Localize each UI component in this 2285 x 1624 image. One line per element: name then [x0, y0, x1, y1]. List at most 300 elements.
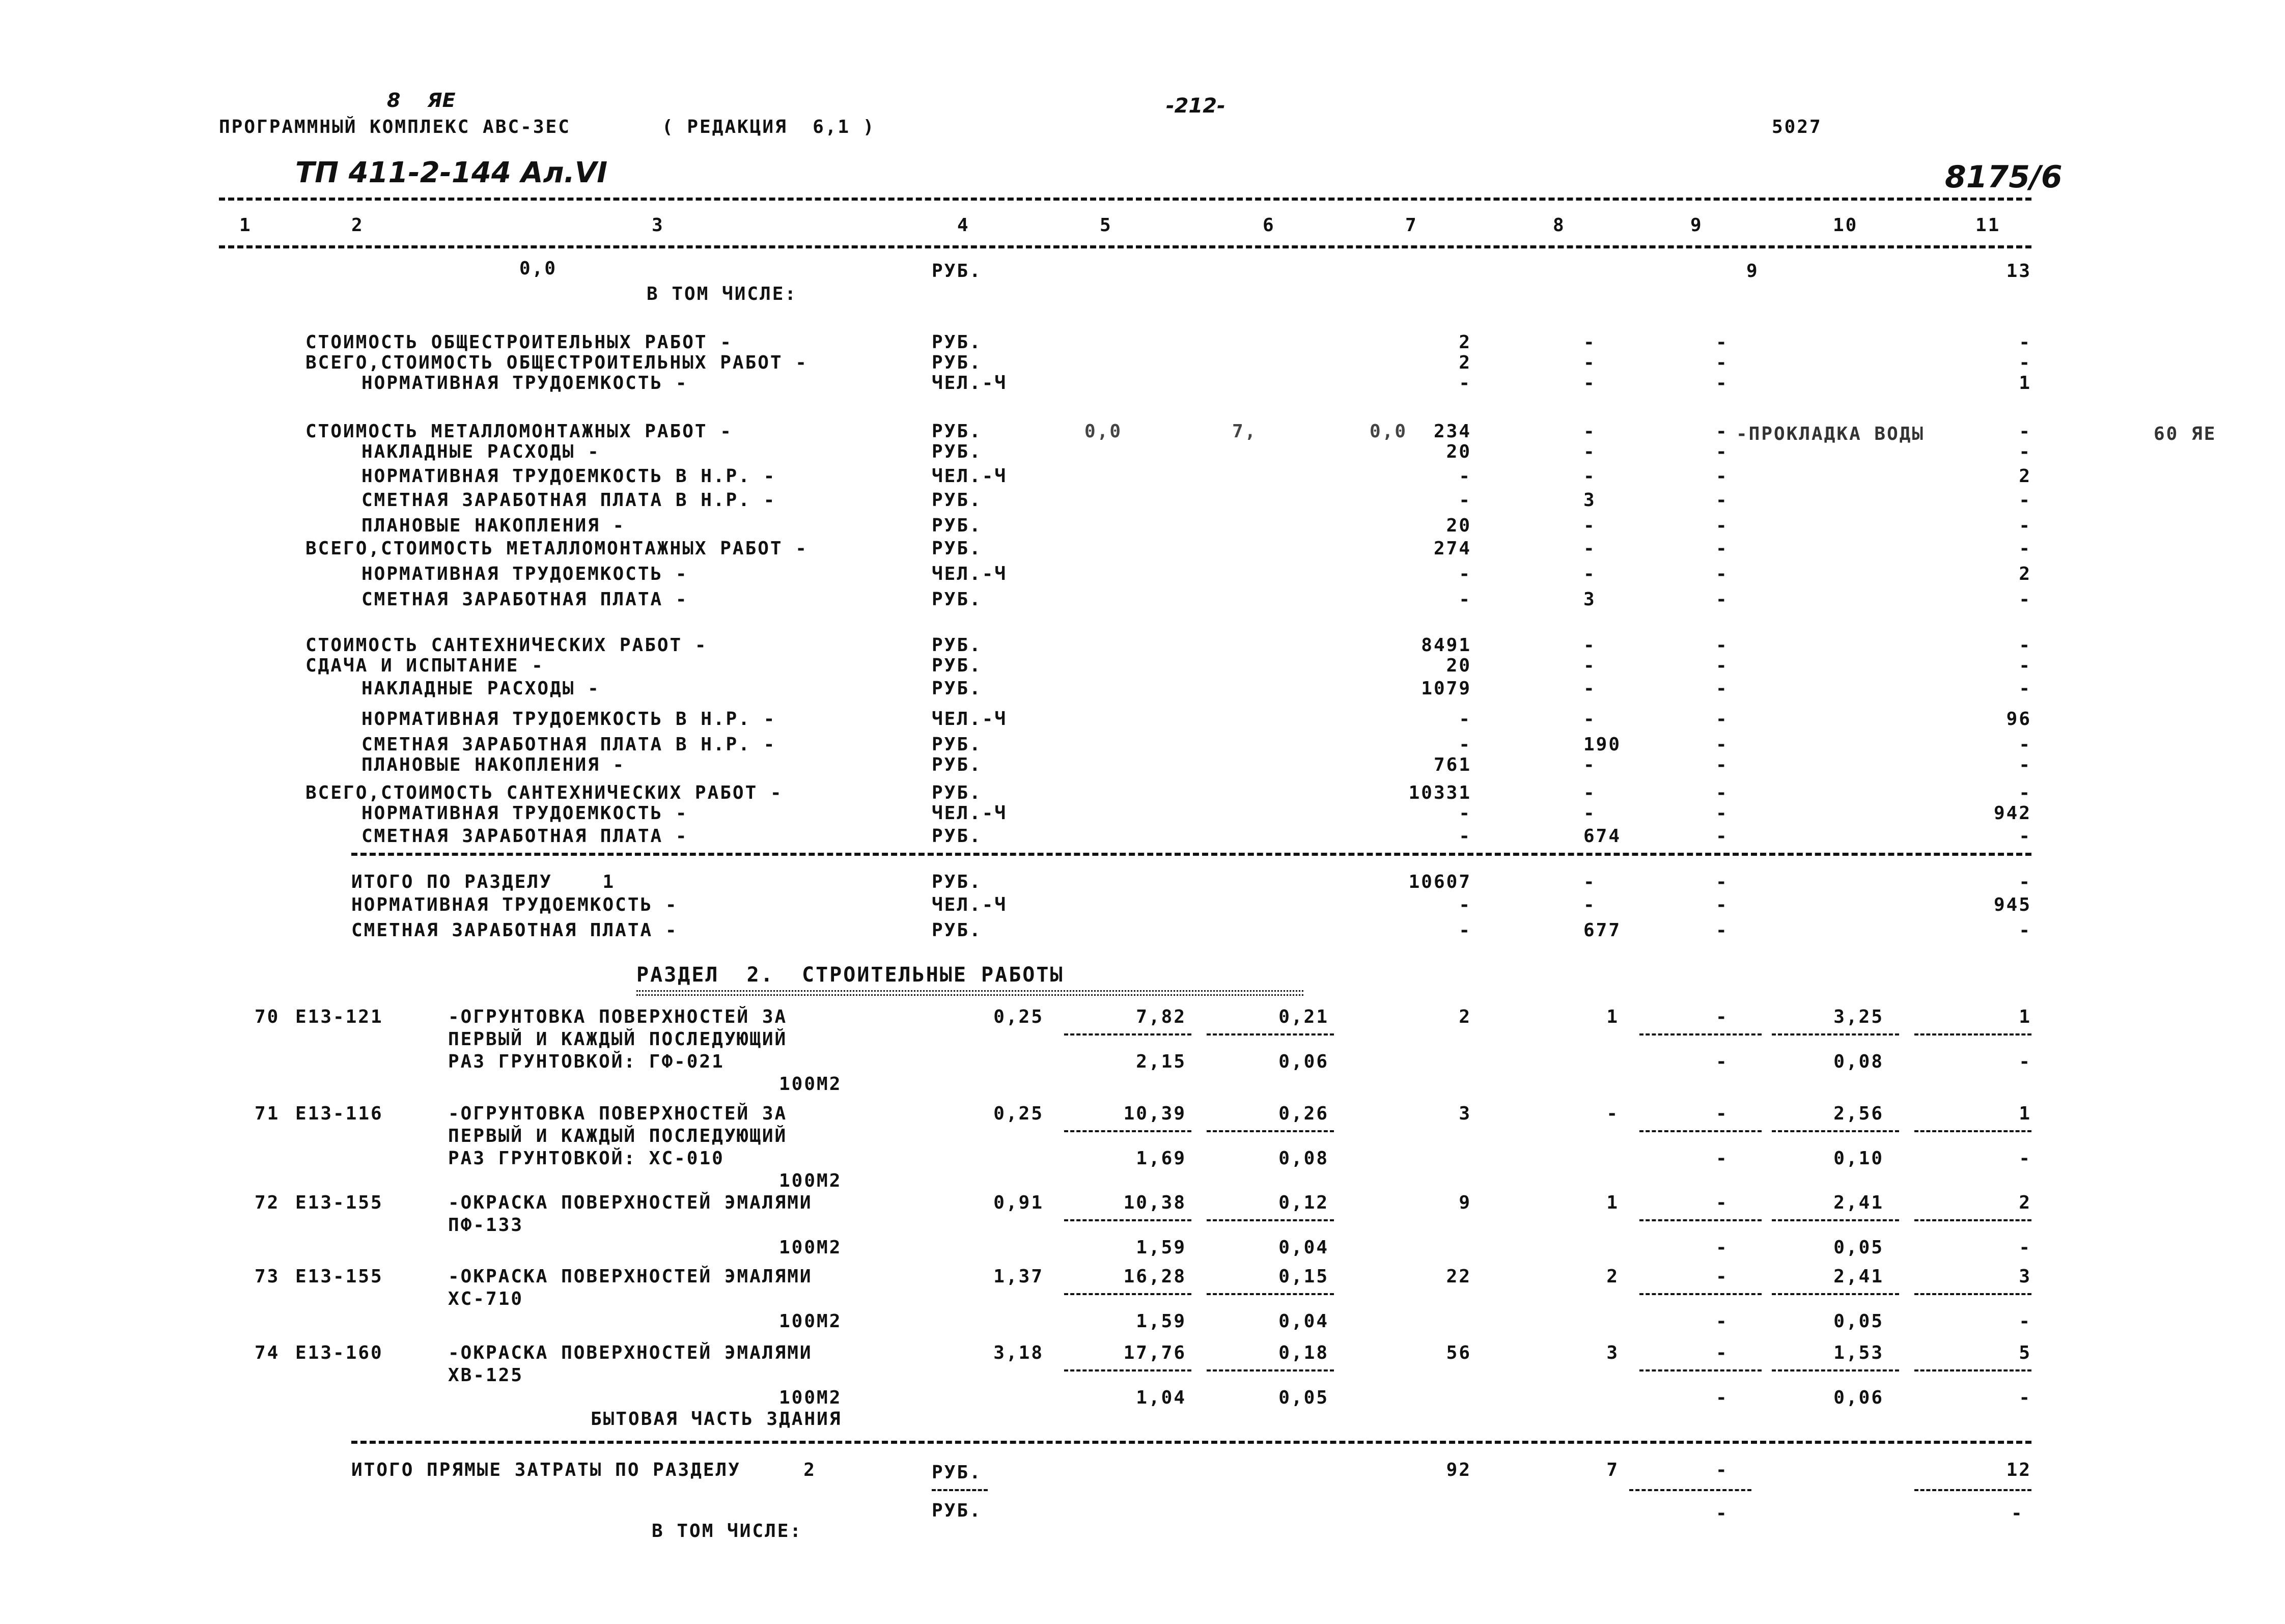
item-sub-rule-a-1	[1064, 1130, 1191, 1132]
item-sub-rule-a-3	[1064, 1293, 1191, 1295]
section1-c8-0: -	[1583, 332, 1596, 353]
item-c8-3: 2	[1606, 1266, 1619, 1287]
item-p2b-4: 0,05	[1278, 1387, 1329, 1408]
section2-total-c7: 92	[1446, 1460, 1471, 1480]
item-sub-rule-b-3	[1207, 1293, 1334, 1295]
metal-note: -ПРОКЛАДКА ВОДЫ	[1736, 424, 1925, 444]
item-num-1: 71	[255, 1103, 280, 1124]
item-c9b-3: -	[1716, 1311, 1729, 1332]
tp-reference: ТП 411-2-144 Ал.VI	[295, 156, 608, 189]
column-header-8: 8	[1553, 215, 1566, 236]
section1-c9-12: -	[1716, 655, 1729, 676]
metal-c4: 0,0	[1370, 421, 1408, 442]
item-sub-rule-e-3	[1914, 1293, 2031, 1295]
section1-c8-2: -	[1583, 373, 1596, 394]
item-c9-1: -	[1716, 1103, 1729, 1124]
item-unit-0: 100М2	[779, 1074, 842, 1095]
item-c7-2: 9	[1459, 1192, 1471, 1213]
section1-c8-13: -	[1583, 678, 1596, 699]
section1-c7-6: -	[1459, 490, 1471, 511]
item-sub-rule-d-4	[1772, 1369, 1899, 1371]
section1-label-8: ВСЕГО,СТОИМОСТЬ МЕТАЛЛОМОНТАЖНЫХ РАБОТ -	[305, 538, 808, 559]
total1-c9-2: -	[1716, 920, 1729, 941]
item-desc-0-2: РАЗ ГРУНТОВКОЙ: ГФ-021	[448, 1051, 724, 1072]
item-num-2: 72	[255, 1192, 280, 1213]
item-desc-2-1: ПФ-133	[448, 1215, 524, 1236]
section2-total-label: ИТОГО ПРЯМЫЕ ЗАТРАТЫ ПО РАЗДЕЛУ 2	[351, 1460, 816, 1480]
section1-label-18: НОРМАТИВНАЯ ТРУДОЕМКОСТЬ -	[361, 803, 688, 824]
section1-c7-1: 2	[1459, 352, 1471, 373]
section1-label-13: НАКЛАДНЫЕ РАСХОДЫ -	[361, 678, 600, 699]
edition: ( РЕДАКЦИЯ 6,1 )	[662, 117, 876, 137]
item-desc-0-0: -ОГРУНТОВКА ПОВЕРХНОСТЕЙ ЗА	[448, 1006, 788, 1027]
stamp-number: -212-	[1166, 94, 1225, 118]
section1-c9-2: -	[1716, 373, 1729, 394]
total1-c9-0: -	[1716, 872, 1729, 892]
section1-c11-2: 1	[2019, 373, 2031, 394]
section1-c8-9: -	[1583, 564, 1596, 584]
item-c10b-3: 0,05	[1833, 1311, 1884, 1332]
doc-code: 8 ЯЕ	[387, 89, 456, 111]
section1-c9-18: -	[1716, 803, 1729, 824]
item-sub-rule-c-4	[1639, 1369, 1762, 1371]
section2-total-unit2: РУБ.	[932, 1500, 982, 1521]
section1-label-9: НОРМАТИВНАЯ ТРУДОЕМКОСТЬ -	[361, 564, 688, 584]
item-p2b-3: 0,04	[1278, 1311, 1329, 1332]
item-p1b-0: 2,15	[1136, 1051, 1186, 1072]
section1-label-17: ВСЕГО,СТОИМОСТЬ САНТЕХНИЧЕСКИХ РАБОТ -	[305, 782, 783, 803]
metal-c10: 60 ЯЕ	[2154, 424, 2217, 444]
item-c10b-2: 0,05	[1833, 1237, 1884, 1258]
item-sub-rule-e-2	[1914, 1219, 2031, 1221]
item-c9-0: -	[1716, 1006, 1729, 1027]
metal-c2: 0,0	[1084, 421, 1123, 442]
item-unit-3: 100М2	[779, 1311, 842, 1332]
item-code-3: Е13-155	[295, 1266, 383, 1287]
column-header-1: 1	[239, 215, 252, 236]
section1-c8-6: 3	[1583, 490, 1596, 511]
section1-label-1: ВСЕГО,СТОИМОСТЬ ОБЩЕСТРОИТЕЛЬНЫХ РАБОТ -	[305, 352, 808, 373]
section1-c8-8: -	[1583, 538, 1596, 559]
section1-c8-7: -	[1583, 515, 1596, 536]
item-c11-2: 2	[2019, 1192, 2031, 1213]
section1-c11-16: -	[2019, 754, 2031, 775]
section2-in-that: В ТОМ ЧИСЛЕ:	[652, 1521, 803, 1542]
item-c9b-4: -	[1716, 1387, 1729, 1408]
item-c11b-0: -	[2019, 1051, 2031, 1072]
total1-c9-1: -	[1716, 894, 1729, 915]
section1-c8-1: -	[1583, 352, 1596, 373]
item-sub-rule-c-0	[1639, 1033, 1762, 1035]
section1-c7-13: 1079	[1421, 678, 1471, 699]
item-c10b-0: 0,08	[1833, 1051, 1884, 1072]
section1-label-3: СТОИМОСТЬ МЕТАЛЛОМОНТАЖНЫХ РАБОТ -	[305, 421, 733, 442]
total1-c11-1: 945	[1993, 894, 2031, 915]
section1-c7-11: 8491	[1421, 635, 1471, 656]
section1-c11-4: -	[2019, 441, 2031, 462]
item-p2b-0: 0,06	[1278, 1051, 1329, 1072]
item-sub-rule-c-2	[1639, 1219, 1762, 1221]
section1-c7-15: -	[1459, 734, 1471, 755]
item-sub-rule-d-0	[1772, 1033, 1899, 1035]
header-bottom-rule	[219, 245, 2031, 248]
item-c7-3: 22	[1446, 1266, 1471, 1287]
section1-label-12: СДАЧА И ИСПЫТАНИЕ -	[305, 655, 544, 676]
section1-c8-10: 3	[1583, 589, 1596, 610]
item-sub-rule-a-4	[1064, 1369, 1191, 1371]
item-p2-3: 0,15	[1278, 1266, 1329, 1287]
section1-c11-6: -	[2019, 490, 2031, 511]
top-value: 0,0	[519, 258, 558, 279]
item-qty-3: 1,37	[993, 1266, 1044, 1287]
column-header-6: 6	[1263, 215, 1275, 236]
item-sub-rule-b-4	[1207, 1369, 1334, 1371]
section2-title-rule	[636, 990, 1303, 996]
section1-c8-3: -	[1583, 421, 1596, 442]
total1-unit-1: ЧЕЛ.-Ч	[932, 894, 1008, 915]
section1-c9-19: -	[1716, 826, 1729, 847]
section1-c11-1: -	[2019, 352, 2031, 373]
section1-unit-13: РУБ.	[932, 678, 982, 699]
column-header-10: 10	[1833, 215, 1858, 236]
section1-c11-19: -	[2019, 826, 2031, 847]
item-qty-2: 0,91	[993, 1192, 1044, 1213]
section1-unit-4: РУБ.	[932, 441, 982, 462]
total1-c7-0: 10607	[1408, 872, 1471, 892]
item-p2-4: 0,18	[1278, 1342, 1329, 1363]
item-c8-4: 3	[1606, 1342, 1619, 1363]
item-c9-3: -	[1716, 1266, 1729, 1287]
item-num-0: 70	[255, 1006, 280, 1027]
section1-c7-14: -	[1459, 709, 1471, 730]
total1-unit-2: РУБ.	[932, 920, 982, 941]
section1-c7-3: 234	[1433, 421, 1471, 442]
total1-c8-1: -	[1583, 894, 1596, 915]
item-code-2: Е13-155	[295, 1192, 383, 1213]
item-c10-2: 2,41	[1833, 1192, 1884, 1213]
section1-unit-14: ЧЕЛ.-Ч	[932, 709, 1008, 730]
section1-unit-16: РУБ.	[932, 754, 982, 775]
section1-c8-17: -	[1583, 782, 1596, 803]
section1-c9-8: -	[1716, 538, 1729, 559]
item-qty-4: 3,18	[993, 1342, 1044, 1363]
section1-unit-0: РУБ.	[932, 332, 982, 353]
item-sub-rule-b-0	[1207, 1033, 1334, 1035]
item-c11b-4: -	[2019, 1387, 2031, 1408]
item-c9b-2: -	[1716, 1237, 1729, 1258]
section1-unit-9: ЧЕЛ.-Ч	[932, 564, 1008, 584]
section2-total-subrule-unit	[932, 1489, 988, 1491]
item-desc-2-0: -ОКРАСКА ПОВЕРХНОСТЕЙ ЭМАЛЯМИ	[448, 1192, 813, 1213]
item-code-0: Е13-121	[295, 1006, 383, 1027]
sheet-reference: 8175/6	[1945, 159, 2063, 195]
section1-c11-11: -	[2019, 635, 2031, 656]
section1-c8-11: -	[1583, 635, 1596, 656]
section1-unit-17: РУБ.	[932, 782, 982, 803]
section1-unit-15: РУБ.	[932, 734, 982, 755]
item-p1-0: 7,82	[1136, 1006, 1186, 1027]
section1-c7-2: -	[1459, 373, 1471, 394]
section1-c9-4: -	[1716, 441, 1729, 462]
item-p2-2: 0,12	[1278, 1192, 1329, 1213]
section1-label-11: СТОИМОСТЬ САНТЕХНИЧЕСКИХ РАБОТ -	[305, 635, 708, 656]
header-top-rule	[219, 198, 2031, 201]
top-c9: 9	[1746, 261, 1759, 282]
column-header-4: 4	[957, 215, 970, 236]
item-p1-3: 16,28	[1123, 1266, 1186, 1287]
item-p2-0: 0,21	[1278, 1006, 1329, 1027]
item-c10b-1: 0,10	[1833, 1148, 1884, 1169]
item-sub-rule-d-2	[1772, 1219, 1899, 1221]
item-desc-4-1: ХВ-125	[448, 1365, 524, 1386]
item-unit-1: 100М2	[779, 1170, 842, 1191]
section1-c7-4: 20	[1446, 441, 1471, 462]
section1-c7-5: -	[1459, 466, 1471, 487]
section1-label-4: НАКЛАДНЫЕ РАСХОДЫ -	[361, 441, 600, 462]
section1-c9-16: -	[1716, 754, 1729, 775]
item-num-3: 73	[255, 1266, 280, 1287]
item-desc-1-1: ПЕРВЫЙ И КАЖДЫЙ ПОСЛЕДУЮЩИЙ	[448, 1126, 788, 1146]
section1-label-14: НОРМАТИВНАЯ ТРУДОЕМКОСТЬ В Н.Р. -	[361, 709, 776, 730]
section1-label-16: ПЛАНОВЫЕ НАКОПЛЕНИЯ -	[361, 754, 626, 775]
item-c11-0: 1	[2019, 1006, 2031, 1027]
item-p2b-2: 0,04	[1278, 1237, 1329, 1258]
item-c10-0: 3,25	[1833, 1006, 1884, 1027]
item-unit-2: 100М2	[779, 1237, 842, 1258]
section1-c8-12: -	[1583, 655, 1596, 676]
item-p2-1: 0,26	[1278, 1103, 1329, 1124]
section1-c11-17: -	[2019, 782, 2031, 803]
section1-c8-19: 674	[1583, 826, 1622, 847]
section1-c11-8: -	[2019, 538, 2031, 559]
section1-unit-8: РУБ.	[932, 538, 982, 559]
page-number: 5027	[1772, 117, 1822, 137]
section1-c9-0: -	[1716, 332, 1729, 353]
section1-c11-14: 96	[2006, 709, 2031, 730]
section1-c7-8: 274	[1433, 538, 1471, 559]
section1-unit-11: РУБ.	[932, 635, 982, 656]
item-sub-rule-a-0	[1064, 1033, 1191, 1035]
item-desc-4-0: -ОКРАСКА ПОВЕРХНОСТЕЙ ЭМАЛЯМИ	[448, 1342, 813, 1363]
section1-c9-15: -	[1716, 734, 1729, 755]
section1-c9-6: -	[1716, 490, 1729, 511]
item-c7-4: 56	[1446, 1342, 1471, 1363]
section1-c9-3: -	[1716, 421, 1729, 442]
item-c10-1: 2,56	[1833, 1103, 1884, 1124]
section1-c9-7: -	[1716, 515, 1729, 536]
item-c11b-1: -	[2019, 1148, 2031, 1169]
top-c11: 13	[2006, 261, 2031, 282]
item-code-1: Е13-116	[295, 1103, 383, 1124]
section1-total-rule	[351, 853, 2031, 856]
item-p1b-1: 1,69	[1136, 1148, 1186, 1169]
section1-c11-5: 2	[2019, 466, 2031, 487]
item-c9-2: -	[1716, 1192, 1729, 1213]
column-header-9: 9	[1690, 215, 1703, 236]
total1-c7-2: -	[1459, 920, 1471, 941]
item-sub-rule-e-4	[1914, 1369, 2031, 1371]
item-c11-3: 3	[2019, 1266, 2031, 1287]
section1-unit-12: РУБ.	[932, 655, 982, 676]
item-desc-3-0: -ОКРАСКА ПОВЕРХНОСТЕЙ ЭМАЛЯМИ	[448, 1266, 813, 1287]
section2-title: РАЗДЕЛ 2. СТРОИТЕЛЬНЫЕ РАБОТЫ	[636, 963, 1064, 987]
section1-c11-15: -	[2019, 734, 2031, 755]
top-in-that: В ТОМ ЧИСЛЕ:	[647, 284, 798, 304]
total1-label-1: НОРМАТИВНАЯ ТРУДОЕМКОСТЬ -	[351, 894, 678, 915]
column-header-3: 3	[652, 215, 664, 236]
item-c11-1: 1	[2019, 1103, 2031, 1124]
section2-total-c9b: -	[1716, 1503, 1729, 1524]
metal-c3: 7,	[1232, 421, 1258, 442]
total1-c11-2: -	[2019, 920, 2031, 941]
item-c10-3: 2,41	[1833, 1266, 1884, 1287]
section1-c7-17: 10331	[1408, 782, 1471, 803]
section1-label-5: НОРМАТИВНАЯ ТРУДОЕМКОСТЬ В Н.Р. -	[361, 466, 776, 487]
program-name: ПРОГРАММНЫЙ КОМПЛЕКС АВС-ЗЕС	[219, 117, 571, 137]
section1-label-2: НОРМАТИВНАЯ ТРУДОЕМКОСТЬ -	[361, 373, 688, 394]
section1-c11-18: 942	[1993, 803, 2031, 824]
item-c11-4: 5	[2019, 1342, 2031, 1363]
item-sub-rule-c-3	[1639, 1293, 1762, 1295]
section1-c11-9: 2	[2019, 564, 2031, 584]
total1-c8-0: -	[1583, 872, 1596, 892]
item-sub-rule-e-1	[1914, 1130, 2031, 1132]
section1-unit-1: РУБ.	[932, 352, 982, 373]
section1-unit-6: РУБ.	[932, 490, 982, 511]
section1-c11-3: -	[2019, 421, 2031, 442]
section1-c9-11: -	[1716, 635, 1729, 656]
section2-total-c9: -	[1716, 1460, 1729, 1480]
item-p1b-4: 1,04	[1136, 1387, 1186, 1408]
item-p1-1: 10,39	[1123, 1103, 1186, 1124]
section2-total-c11: 12	[2006, 1460, 2031, 1480]
item-c7-1: 3	[1459, 1103, 1471, 1124]
section1-c8-5: -	[1583, 466, 1596, 487]
section2-total-rule	[351, 1441, 2031, 1444]
item-num-4: 74	[255, 1342, 280, 1363]
section1-c11-10: -	[2019, 589, 2031, 610]
column-header-2: 2	[351, 215, 364, 236]
section1-c7-12: 20	[1446, 655, 1471, 676]
item-c9-4: -	[1716, 1342, 1729, 1363]
section2-subtitle: БЫТОВАЯ ЧАСТЬ ЗДАНИЯ	[591, 1409, 842, 1430]
item-qty-1: 0,25	[993, 1103, 1044, 1124]
item-sub-rule-d-3	[1772, 1293, 1899, 1295]
section1-label-6: СМЕТНАЯ ЗАРАБОТНАЯ ПЛАТА В Н.Р. -	[361, 490, 776, 511]
item-desc-3-1: ХС-710	[448, 1289, 524, 1309]
item-sub-rule-c-1	[1639, 1130, 1762, 1132]
item-desc-0-1: ПЕРВЫЙ И КАЖДЫЙ ПОСЛЕДУЮЩИЙ	[448, 1029, 788, 1050]
section1-c9-1: -	[1716, 352, 1729, 373]
section1-c11-12: -	[2019, 655, 2031, 676]
total1-label-2: СМЕТНАЯ ЗАРАБОТНАЯ ПЛАТА -	[351, 920, 678, 941]
section1-c7-16: 761	[1433, 754, 1471, 775]
total1-label-0: ИТОГО ПО РАЗДЕЛУ 1	[351, 872, 616, 892]
section1-c7-7: 20	[1446, 515, 1471, 536]
section2-total-subrule-a	[1629, 1489, 1751, 1491]
section1-c8-15: 190	[1583, 734, 1622, 755]
column-header-11: 11	[1975, 215, 2001, 236]
item-p2b-1: 0,08	[1278, 1148, 1329, 1169]
top-unit: РУБ.	[932, 261, 982, 282]
item-c10-4: 1,53	[1833, 1342, 1884, 1363]
section1-c11-7: -	[2019, 515, 2031, 536]
item-sub-rule-b-1	[1207, 1130, 1334, 1132]
column-header-7: 7	[1405, 215, 1418, 236]
item-c9b-1: -	[1716, 1148, 1729, 1169]
section1-label-15: СМЕТНАЯ ЗАРАБОТНАЯ ПЛАТА В Н.Р. -	[361, 734, 776, 755]
item-unit-4: 100М2	[779, 1387, 842, 1408]
item-sub-rule-e-0	[1914, 1033, 2031, 1035]
item-c8-0: 1	[1606, 1006, 1619, 1027]
section1-c8-14: -	[1583, 709, 1596, 730]
section1-unit-7: РУБ.	[932, 515, 982, 536]
section1-c7-9: -	[1459, 564, 1471, 584]
section2-total-unit: РУБ.	[932, 1462, 982, 1483]
section1-c9-5: -	[1716, 466, 1729, 487]
section1-c9-9: -	[1716, 564, 1729, 584]
section1-c8-18: -	[1583, 803, 1596, 824]
section1-c11-13: -	[2019, 678, 2031, 699]
section1-c11-0: -	[2019, 332, 2031, 353]
section1-c9-10: -	[1716, 589, 1729, 610]
item-p1-4: 17,76	[1123, 1342, 1186, 1363]
section1-label-10: СМЕТНАЯ ЗАРАБОТНАЯ ПЛАТА -	[361, 589, 688, 610]
item-c11b-2: -	[2019, 1237, 2031, 1258]
section1-label-7: ПЛАНОВЫЕ НАКОПЛЕНИЯ -	[361, 515, 626, 536]
section1-c9-14: -	[1716, 709, 1729, 730]
section1-c9-17: -	[1716, 782, 1729, 803]
item-c7-0: 2	[1459, 1006, 1471, 1027]
section1-c7-19: -	[1459, 826, 1471, 847]
item-qty-0: 0,25	[993, 1006, 1044, 1027]
item-sub-rule-a-2	[1064, 1219, 1191, 1221]
item-sub-rule-b-2	[1207, 1219, 1334, 1221]
total1-c7-1: -	[1459, 894, 1471, 915]
section1-c7-10: -	[1459, 589, 1471, 610]
section1-c8-16: -	[1583, 754, 1596, 775]
section1-c8-4: -	[1583, 441, 1596, 462]
item-p1b-2: 1,59	[1136, 1237, 1186, 1258]
section1-unit-10: РУБ.	[932, 589, 982, 610]
section1-c9-13: -	[1716, 678, 1729, 699]
item-desc-1-0: -ОГРУНТОВКА ПОВЕРХНОСТЕЙ ЗА	[448, 1103, 788, 1124]
section1-c7-18: -	[1459, 803, 1471, 824]
section1-unit-18: ЧЕЛ.-Ч	[932, 803, 1008, 824]
item-c9b-0: -	[1716, 1051, 1729, 1072]
total1-c11-0: -	[2019, 872, 2031, 892]
section2-total-subrule-b	[1914, 1489, 2031, 1491]
item-c11b-3: -	[2019, 1311, 2031, 1332]
total1-c8-2: 677	[1583, 920, 1622, 941]
total1-unit-0: РУБ.	[932, 872, 982, 892]
item-sub-rule-d-1	[1772, 1130, 1899, 1132]
section1-label-19: СМЕТНАЯ ЗАРАБОТНАЯ ПЛАТА -	[361, 826, 688, 847]
section1-unit-5: ЧЕЛ.-Ч	[932, 466, 1008, 487]
item-code-4: Е13-160	[295, 1342, 383, 1363]
section1-unit-2: ЧЕЛ.-Ч	[932, 373, 1008, 394]
item-c10b-4: 0,06	[1833, 1387, 1884, 1408]
item-c8-1: -	[1606, 1103, 1619, 1124]
item-p1b-3: 1,59	[1136, 1311, 1186, 1332]
section1-c7-0: 2	[1459, 332, 1471, 353]
item-c8-2: 1	[1606, 1192, 1619, 1213]
section1-label-0: СТОИМОСТЬ ОБЩЕСТРОИТЕЛЬНЫХ РАБОТ -	[305, 332, 733, 353]
section1-unit-19: РУБ.	[932, 826, 982, 847]
item-desc-1-2: РАЗ ГРУНТОВКОЙ: ХС-010	[448, 1148, 724, 1169]
column-header-5: 5	[1100, 215, 1112, 236]
item-p1-2: 10,38	[1123, 1192, 1186, 1213]
